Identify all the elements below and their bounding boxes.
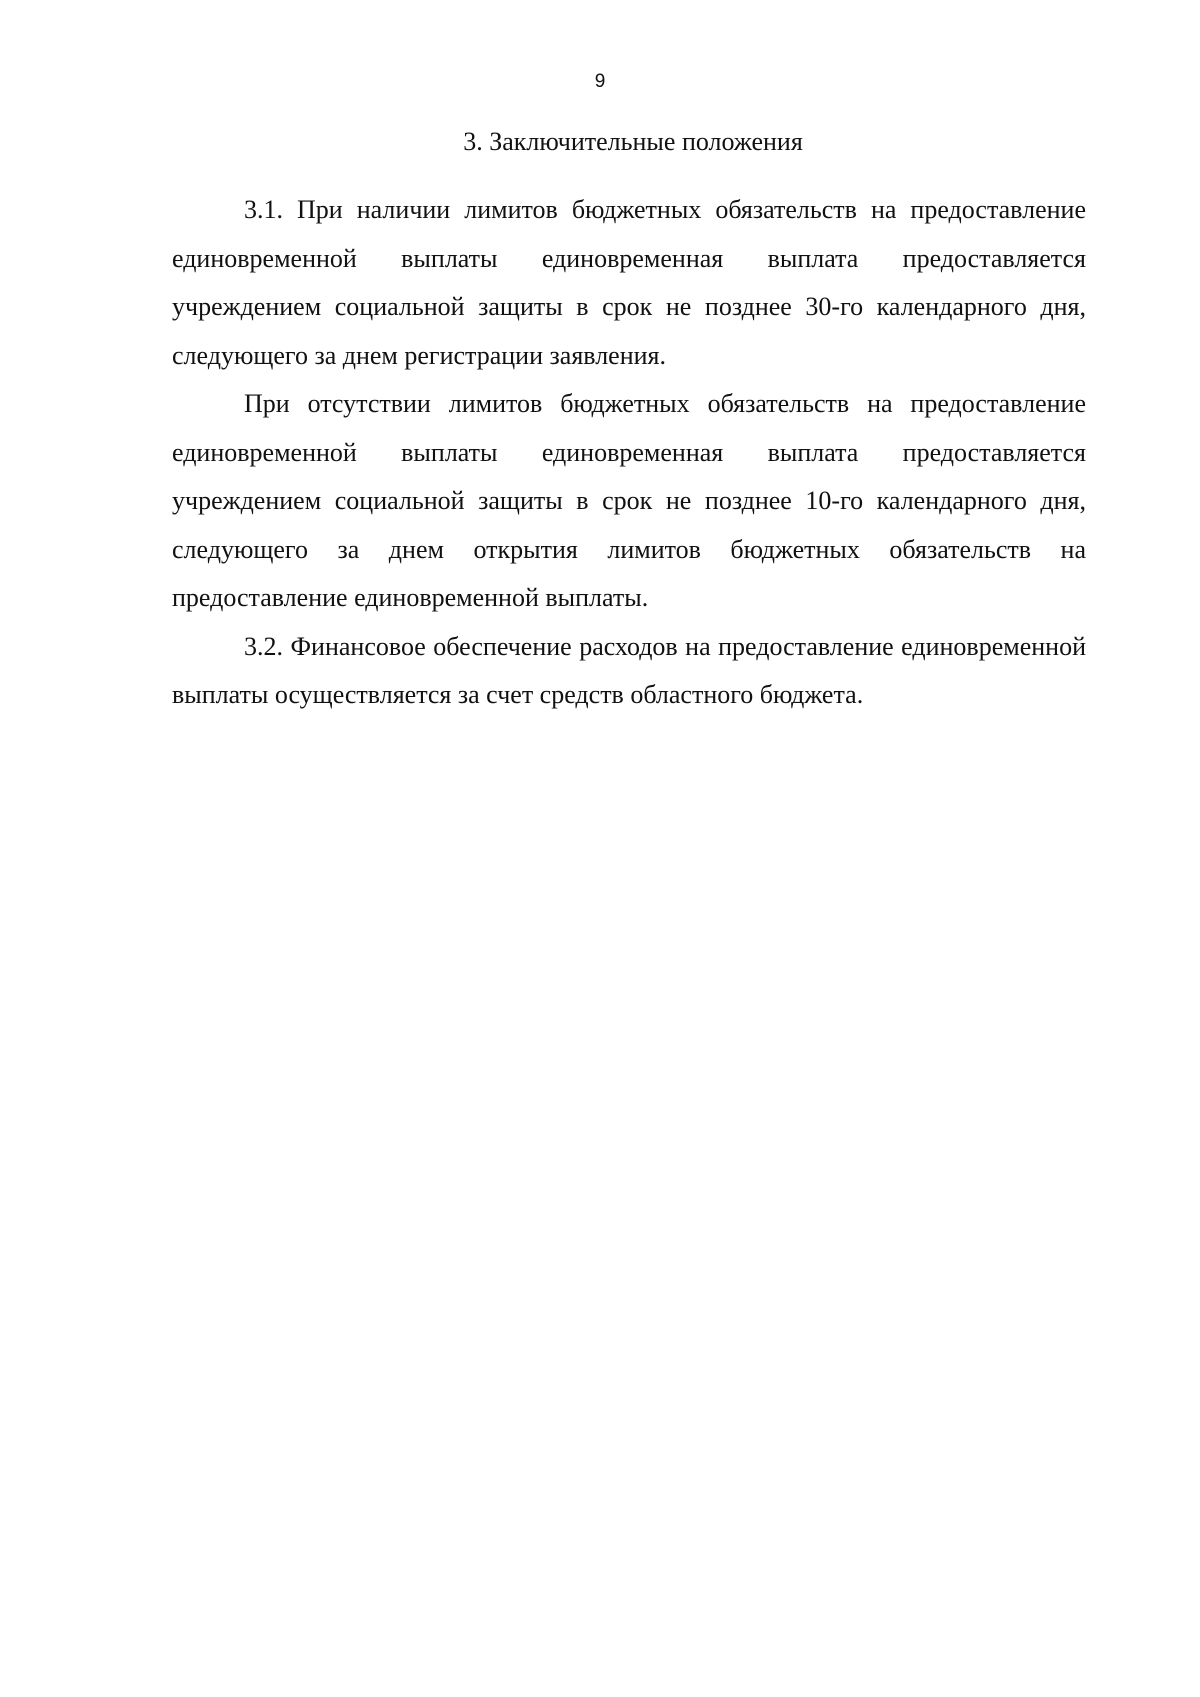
paragraph-3-1-continued: При отсутствии лимитов бюджетных обязательств на предоставление единовременной выплаты единовременная выплата предоставляется учреждением социальной защиты в срок не позднее 10-го календарного дня, следующего за днем открытия лимитов бюджетных обязательств на предоставление единовременной выплаты.: [172, 389, 1086, 612]
paragraph-3-1: 3.1. При наличии лимитов бюджетных обязательств на предоставление единовременной выплаты единовременная выплата предоставляется учреждением социальной защиты в срок не позднее 30-го календарного дня, следующего за днем регистрации заявления.: [172, 195, 1086, 370]
section-title: 3. Заключительные положения: [463, 127, 803, 156]
document-body: [172, 186, 1086, 720]
page-number: 9: [594, 71, 606, 92]
paragraph-3-2: 3.2. Финансовое обеспечение расходов на предоставление единовременной выплаты осуществляется за счет средств областного бюджета.: [172, 631, 1086, 709]
